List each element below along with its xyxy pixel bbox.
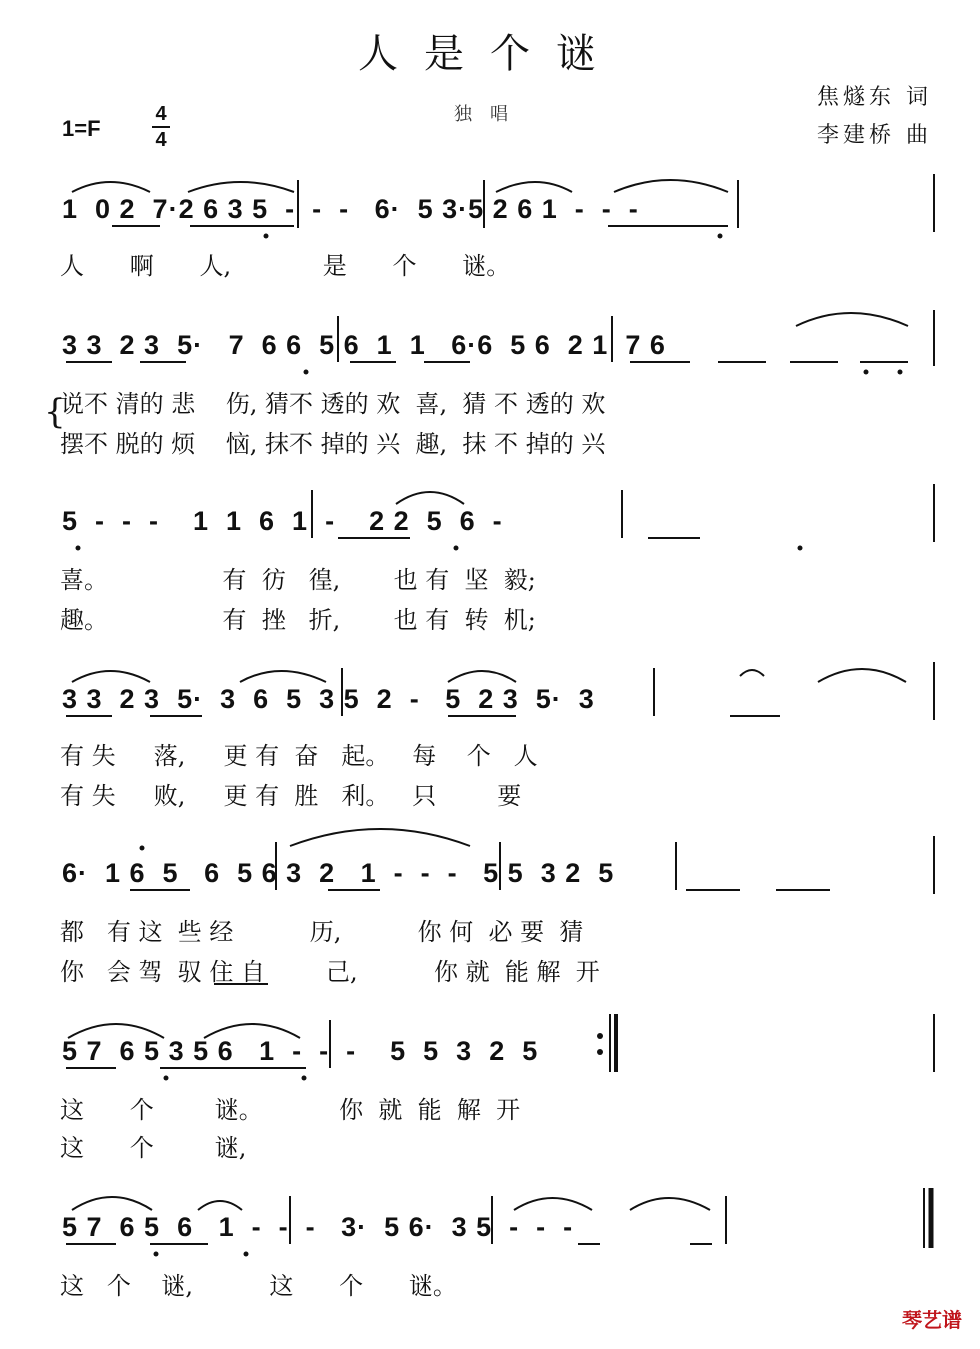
notes-line-3: 5 - - - 1 1 6 1 - 2 2 5 6 - [62, 506, 503, 536]
lyrics-line-4-verse-1: 有 失 落, 更 有 奋 起。 每 个 人 [60, 742, 538, 770]
notes-line-2: 3 3 2 3 5· 7 6 6 5 6 1 1 6·6 5 6 2 1 7 6 [62, 330, 666, 360]
performance-type: 独唱 [454, 104, 526, 125]
lyrics-line-3-verse-2: 趣。 有 挫 折, 也 有 转 机; [60, 606, 536, 634]
song-title: 人是个谜 [358, 31, 622, 77]
notes-line-1: 1 0 2 7·2 6 3 5 - - - 6· 5 3·5 2 6 1 - - - [62, 194, 639, 224]
lyrics-line-6-verse-1: 这 个 谜。 你 就 能 解 开 [60, 1096, 521, 1124]
composer-credit: 李建桥 曲 [817, 123, 932, 148]
meter-bottom: 4 [155, 129, 167, 151]
lyrics-line-2-verse-2: 摆不 脱的 烦 恼, 抹不 掉的 兴 趣, 抹 不 掉的 兴 [60, 430, 606, 458]
notes-line-4: 3 3 2 3 5· 3 6 5 3 5 2 - 5 2 3 5· 3 [62, 684, 595, 714]
notes-line-6: 5 7 6 5 3 5 6 1 - - - 5 5 3 2 5 [62, 1036, 539, 1066]
lyrics-line-6-verse-2: 这 个 谜, [60, 1134, 247, 1162]
verse-brace: { [44, 392, 66, 432]
meter-top: 4 [155, 103, 167, 125]
lyrics-line-1: 人 啊 人, 是 个 谜。 [60, 252, 511, 280]
lyrics-line-4-verse-2: 有 失 败, 更 有 胜 利。 只 要 [60, 782, 522, 810]
key-signature: 1=F [62, 116, 101, 141]
site-logo: 琴艺谱 [902, 1308, 962, 1332]
lyrics-line-5-verse-1: 都 有 这 些 经 历, 你 何 必 要 猜 [60, 918, 584, 946]
notes-line-5: 6· 1 6 5 6 5 6 3 2 1 - - - 5 5 3 2 5 [62, 858, 615, 888]
lyricist-credit: 焦燧东 词 [817, 85, 932, 110]
lyrics-line-7: 这 个 谜, 这 个 谜。 [60, 1272, 457, 1300]
lyrics-line-5-verse-2: 你 会 驾 驭 住 自 己, 你 就 能 解 开 [60, 958, 600, 986]
notes-line-7: 5 7 6 5 6 1 - - - 3· 5 6· 3 5 - - - [62, 1212, 574, 1242]
lyrics-line-2-verse-1: 说不 清的 悲 伤, 猜不 透的 欢 喜, 猜 不 透的 欢 [60, 390, 606, 418]
lyrics-line-3-verse-1: 喜。 有 彷 徨, 也 有 坚 毅; [60, 566, 536, 594]
